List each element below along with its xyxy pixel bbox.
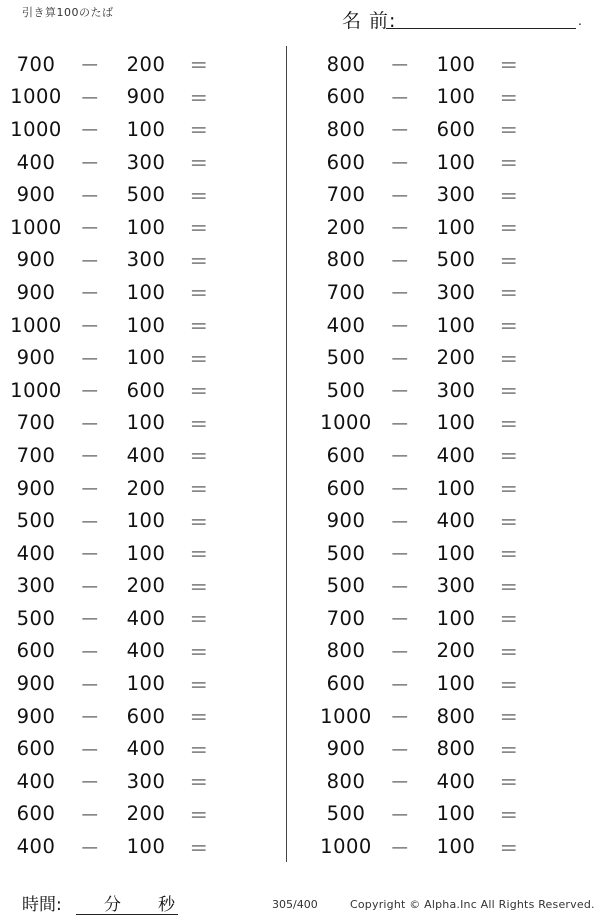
equals-sign: ＝ — [498, 152, 519, 176]
minuend: 800 — [326, 52, 366, 76]
subtrahend: 400 — [126, 443, 166, 467]
problem-row — [8, 667, 258, 700]
equals-sign: ＝ — [188, 347, 209, 371]
minus-sign: － — [389, 412, 410, 436]
minus-sign: － — [389, 282, 410, 306]
subtrahend: 200 — [126, 574, 166, 598]
subtrahend: 400 — [436, 509, 476, 533]
equals-sign: ＝ — [188, 249, 209, 273]
equals-sign: ＝ — [188, 640, 209, 664]
minuend: 900 — [16, 346, 56, 370]
equals-sign: ＝ — [188, 445, 209, 469]
minus-sign: － — [79, 54, 100, 78]
subtrahend: 100 — [436, 411, 476, 435]
minus-sign: － — [389, 640, 410, 664]
minus-sign: － — [79, 478, 100, 502]
subtrahend: 400 — [436, 769, 476, 793]
minuend: 900 — [326, 509, 366, 533]
problem-row — [318, 146, 568, 179]
problem-row — [8, 732, 258, 765]
worksheet-title: 引き算100のたば — [22, 6, 114, 19]
subtrahend: 300 — [436, 183, 476, 207]
subtrahend: 300 — [436, 378, 476, 402]
minuend: 600 — [326, 85, 366, 109]
minus-sign: － — [79, 510, 100, 534]
subtrahend: 500 — [126, 183, 166, 207]
minuend: 200 — [326, 215, 366, 239]
problem-row — [318, 81, 568, 114]
right-problem-column — [318, 48, 568, 863]
name-underline[interactable] — [386, 28, 576, 29]
minus-sign: － — [79, 673, 100, 697]
equals-sign: ＝ — [498, 575, 519, 599]
minus-sign: － — [79, 119, 100, 143]
minuend: 900 — [16, 280, 56, 304]
equals-sign: ＝ — [188, 315, 209, 339]
subtrahend: 100 — [126, 215, 166, 239]
minuend: 800 — [326, 769, 366, 793]
problem-row — [318, 504, 568, 537]
problem-row — [318, 48, 568, 81]
minuend: 500 — [326, 541, 366, 565]
minuend: 700 — [326, 280, 366, 304]
minus-sign: － — [389, 217, 410, 241]
problem-row — [8, 341, 258, 374]
subtrahend: 200 — [126, 802, 166, 826]
equals-sign: ＝ — [498, 706, 519, 730]
minus-sign: － — [79, 380, 100, 404]
equals-sign: ＝ — [498, 478, 519, 502]
name-field[interactable] — [342, 6, 582, 30]
problem-row — [8, 830, 258, 863]
subtrahend: 100 — [436, 476, 476, 500]
problem-row — [318, 309, 568, 342]
subtrahend: 300 — [436, 574, 476, 598]
equals-sign: ＝ — [498, 510, 519, 534]
minuend: 900 — [16, 183, 56, 207]
minus-sign: － — [389, 380, 410, 404]
minus-sign: － — [79, 249, 100, 273]
problem-row — [8, 472, 258, 505]
subtrahend: 100 — [436, 215, 476, 239]
equals-sign: ＝ — [188, 478, 209, 502]
equals-sign: ＝ — [188, 706, 209, 730]
equals-sign: ＝ — [188, 86, 209, 110]
subtrahend: 100 — [436, 802, 476, 826]
minus-sign: － — [79, 771, 100, 795]
problem-row — [8, 211, 258, 244]
equals-sign: ＝ — [498, 543, 519, 567]
minuend: 600 — [16, 639, 56, 663]
problem-row — [318, 374, 568, 407]
equals-sign: ＝ — [498, 836, 519, 860]
minus-sign: － — [389, 86, 410, 110]
problem-row — [318, 113, 568, 146]
subtrahend: 600 — [126, 704, 166, 728]
minus-sign: － — [389, 54, 410, 78]
subtrahend: 200 — [436, 346, 476, 370]
minuend: 900 — [16, 704, 56, 728]
name-label: 名 前: — [342, 10, 397, 32]
minuend: 500 — [326, 346, 366, 370]
subtrahend: 800 — [436, 737, 476, 761]
subtrahend: 200 — [126, 52, 166, 76]
subtrahend: 200 — [436, 639, 476, 663]
minuend: 700 — [16, 411, 56, 435]
minuend: 500 — [16, 606, 56, 630]
equals-sign: ＝ — [498, 86, 519, 110]
equals-sign: ＝ — [498, 608, 519, 632]
minus-sign: － — [79, 315, 100, 339]
minuend: 500 — [326, 574, 366, 598]
minuend: 600 — [16, 802, 56, 826]
minuend: 700 — [326, 606, 366, 630]
minus-sign: － — [389, 347, 410, 371]
equals-sign: ＝ — [188, 380, 209, 404]
problem-row — [318, 537, 568, 570]
subtrahend: 100 — [126, 346, 166, 370]
problem-row — [8, 439, 258, 472]
minuend: 700 — [326, 183, 366, 207]
problem-row — [8, 113, 258, 146]
minuend: 800 — [326, 117, 366, 141]
problem-row — [318, 765, 568, 798]
problem-row — [318, 341, 568, 374]
column-divider — [286, 46, 287, 862]
subtrahend: 100 — [436, 541, 476, 565]
minus-sign: － — [79, 706, 100, 730]
subtrahend: 100 — [126, 411, 166, 435]
minus-sign: － — [389, 445, 410, 469]
subtrahend: 300 — [126, 248, 166, 272]
problem-row — [318, 244, 568, 277]
problem-row — [8, 504, 258, 537]
minuend: 400 — [16, 541, 56, 565]
subtrahend: 300 — [126, 150, 166, 174]
minus-sign: － — [389, 184, 410, 208]
minus-sign: － — [79, 412, 100, 436]
minus-sign: － — [79, 445, 100, 469]
equals-sign: ＝ — [188, 54, 209, 78]
minus-sign: － — [79, 640, 100, 664]
equals-sign: ＝ — [498, 803, 519, 827]
problem-row — [318, 570, 568, 603]
equals-sign: ＝ — [188, 412, 209, 436]
equals-sign: ＝ — [188, 575, 209, 599]
minus-sign: － — [389, 738, 410, 762]
equals-sign: ＝ — [498, 640, 519, 664]
equals-sign: ＝ — [188, 836, 209, 860]
minus-sign: － — [389, 119, 410, 143]
minus-sign: － — [389, 706, 410, 730]
subtrahend: 100 — [436, 150, 476, 174]
minus-sign: － — [79, 86, 100, 110]
equals-sign: ＝ — [498, 771, 519, 795]
equals-sign: ＝ — [498, 282, 519, 306]
minus-sign: － — [389, 608, 410, 632]
minuend: 1000 — [10, 215, 62, 239]
subtrahend: 100 — [126, 672, 166, 696]
subtrahend: 100 — [126, 835, 166, 859]
equals-sign: ＝ — [498, 738, 519, 762]
subtrahend: 400 — [126, 606, 166, 630]
minuend: 700 — [16, 52, 56, 76]
problem-row — [8, 48, 258, 81]
problem-row — [8, 276, 258, 309]
minuend: 500 — [326, 802, 366, 826]
subtrahend: 500 — [436, 248, 476, 272]
subtrahend: 100 — [436, 313, 476, 337]
minus-sign: － — [79, 836, 100, 860]
minuend: 500 — [326, 378, 366, 402]
problem-row — [318, 830, 568, 863]
problem-row — [318, 667, 568, 700]
minuend: 1000 — [10, 85, 62, 109]
subtrahend: 300 — [126, 769, 166, 793]
subtrahend: 400 — [436, 443, 476, 467]
problem-row — [8, 146, 258, 179]
minuend: 800 — [326, 639, 366, 663]
page-number: 305/400 — [272, 898, 318, 911]
subtrahend: 100 — [436, 835, 476, 859]
equals-sign: ＝ — [188, 673, 209, 697]
minuend: 400 — [16, 150, 56, 174]
minuend: 900 — [326, 737, 366, 761]
subtrahend: 100 — [436, 85, 476, 109]
problem-row — [8, 602, 258, 635]
minus-sign: － — [389, 803, 410, 827]
minuend: 300 — [16, 574, 56, 598]
minus-sign: － — [79, 152, 100, 176]
problem-row — [8, 81, 258, 114]
equals-sign: ＝ — [188, 803, 209, 827]
minuend: 1000 — [10, 313, 62, 337]
minuend: 1000 — [320, 835, 372, 859]
left-problem-column — [8, 48, 258, 863]
equals-sign: ＝ — [188, 543, 209, 567]
minuend: 1000 — [320, 704, 372, 728]
minuend: 800 — [326, 248, 366, 272]
minuend: 600 — [326, 150, 366, 174]
subtrahend: 600 — [126, 378, 166, 402]
minuend: 700 — [16, 443, 56, 467]
minuend: 1000 — [320, 411, 372, 435]
problem-row — [318, 211, 568, 244]
equals-sign: ＝ — [498, 184, 519, 208]
problem-row — [8, 798, 258, 831]
minus-sign: － — [79, 608, 100, 632]
problem-row — [318, 276, 568, 309]
minus-sign: － — [389, 771, 410, 795]
minus-sign: － — [389, 315, 410, 339]
minus-sign: － — [389, 543, 410, 567]
minuend: 900 — [16, 672, 56, 696]
subtrahend: 100 — [126, 313, 166, 337]
problem-row — [8, 700, 258, 733]
subtrahend: 100 — [436, 606, 476, 630]
minuend: 600 — [326, 443, 366, 467]
name-end-dot: . — [578, 14, 582, 28]
problem-row — [8, 407, 258, 440]
minus-sign: － — [79, 217, 100, 241]
subtrahend: 100 — [436, 52, 476, 76]
equals-sign: ＝ — [188, 282, 209, 306]
equals-sign: ＝ — [498, 54, 519, 78]
minus-sign: － — [389, 575, 410, 599]
minus-sign: － — [79, 575, 100, 599]
problem-row — [318, 635, 568, 668]
problem-row — [8, 244, 258, 277]
problem-row — [318, 602, 568, 635]
problem-row — [318, 700, 568, 733]
problem-row — [8, 765, 258, 798]
minuend: 1000 — [10, 117, 62, 141]
equals-sign: ＝ — [188, 608, 209, 632]
problem-row — [318, 732, 568, 765]
minuend: 400 — [326, 313, 366, 337]
problem-row — [318, 178, 568, 211]
problem-row — [318, 439, 568, 472]
equals-sign: ＝ — [498, 249, 519, 273]
minuend: 400 — [16, 835, 56, 859]
subtrahend: 200 — [126, 476, 166, 500]
problem-row — [8, 309, 258, 342]
minus-sign: － — [79, 282, 100, 306]
subtrahend: 100 — [436, 672, 476, 696]
time-label: 時間: — [22, 895, 62, 915]
minuend: 900 — [16, 476, 56, 500]
minutes-label: 分 — [104, 895, 121, 915]
equals-sign: ＝ — [188, 738, 209, 762]
minuend: 1000 — [10, 378, 62, 402]
minus-sign: － — [389, 673, 410, 697]
equals-sign: ＝ — [188, 771, 209, 795]
minus-sign: － — [79, 803, 100, 827]
equals-sign: ＝ — [498, 315, 519, 339]
equals-sign: ＝ — [188, 217, 209, 241]
subtrahend: 600 — [436, 117, 476, 141]
minus-sign: － — [79, 184, 100, 208]
minus-sign: － — [79, 543, 100, 567]
subtrahend: 100 — [126, 541, 166, 565]
subtrahend: 100 — [126, 509, 166, 533]
equals-sign: ＝ — [498, 217, 519, 241]
equals-sign: ＝ — [498, 347, 519, 371]
problem-row — [8, 537, 258, 570]
minus-sign: － — [79, 738, 100, 762]
subtrahend: 400 — [126, 737, 166, 761]
minuend: 500 — [16, 509, 56, 533]
minuend: 400 — [16, 769, 56, 793]
minus-sign: － — [389, 152, 410, 176]
equals-sign: ＝ — [188, 152, 209, 176]
subtrahend: 100 — [126, 117, 166, 141]
equals-sign: ＝ — [188, 184, 209, 208]
problem-row — [8, 374, 258, 407]
problem-row — [8, 570, 258, 603]
subtrahend: 800 — [436, 704, 476, 728]
minuend: 600 — [326, 672, 366, 696]
minus-sign: － — [389, 478, 410, 502]
copyright-notice: Copyright © Alpha.Inc All Rights Reserved. — [350, 898, 595, 911]
seconds-label: 秒 — [158, 895, 175, 915]
equals-sign: ＝ — [498, 445, 519, 469]
minuend: 600 — [326, 476, 366, 500]
subtrahend: 900 — [126, 85, 166, 109]
subtrahend: 300 — [436, 280, 476, 304]
minuend: 900 — [16, 248, 56, 272]
equals-sign: ＝ — [188, 119, 209, 143]
minus-sign: － — [389, 510, 410, 534]
subtrahend: 400 — [126, 639, 166, 663]
minus-sign: － — [79, 347, 100, 371]
problem-row — [8, 178, 258, 211]
equals-sign: ＝ — [498, 119, 519, 143]
equals-sign: ＝ — [498, 380, 519, 404]
problem-row — [318, 798, 568, 831]
equals-sign: ＝ — [188, 510, 209, 534]
minuend: 600 — [16, 737, 56, 761]
minus-sign: － — [389, 836, 410, 860]
problem-row — [8, 635, 258, 668]
equals-sign: ＝ — [498, 412, 519, 436]
equals-sign: ＝ — [498, 673, 519, 697]
problem-row — [318, 472, 568, 505]
subtrahend: 100 — [126, 280, 166, 304]
problem-row — [318, 407, 568, 440]
minus-sign: － — [389, 249, 410, 273]
